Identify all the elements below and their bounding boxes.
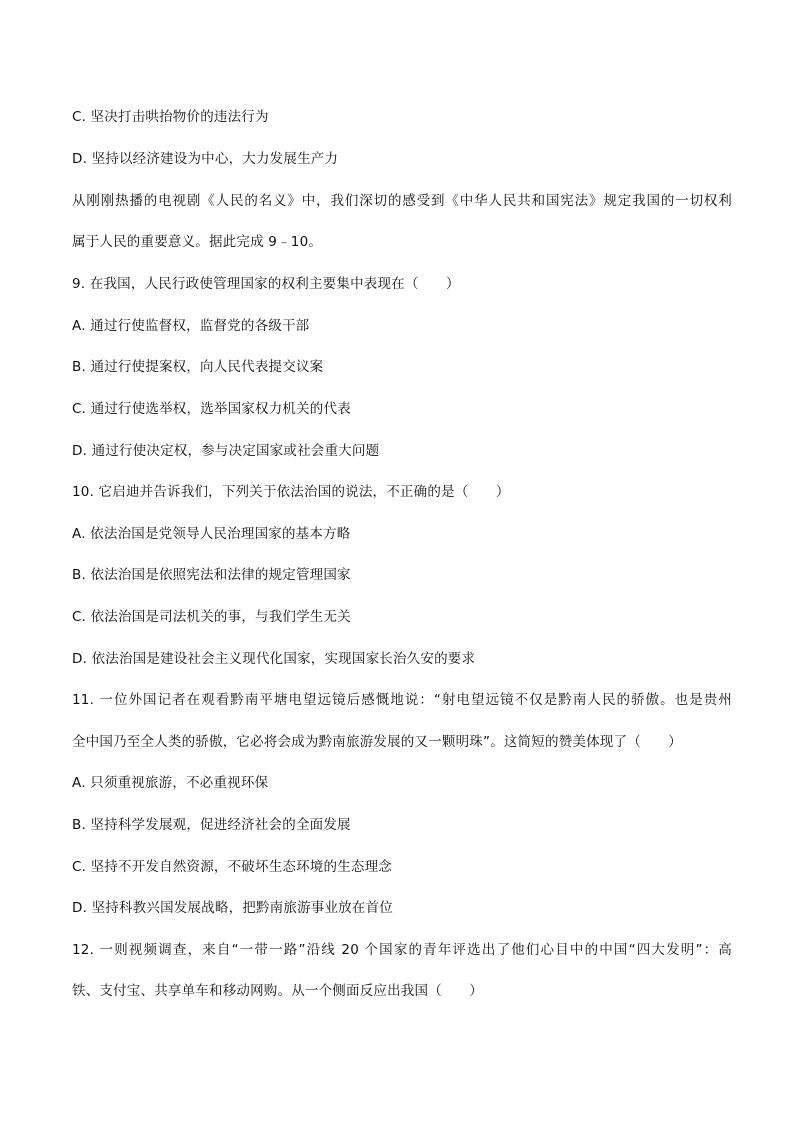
option-a-q11: A. 只须重视旅游，不必重视环保 xyxy=(72,775,269,791)
question-10: 10. 它启迪并告诉我们，下列关于依法治国的说法，不正确的是（ ） xyxy=(72,484,510,500)
question-9: 9. 在我国，人民行政使管理国家的权利主要集中表现在（ ） xyxy=(72,276,460,292)
passage-line-1: 从刚刚热播的电视剧《人民的名义》中，我们深切的感受到《中华人民共和国宪法》规定我国的一切权利 xyxy=(72,193,732,209)
option-a-q9: A. 通过行使监督权，监督党的各级干部 xyxy=(72,318,310,334)
option-c-q8: C. 坚决打击哄抬物价的违法行为 xyxy=(72,109,269,125)
question-11-line-1: 11. 一位外国记者在观看黔南平塘电望远镜后感慨地说：“射电望远镜不仅是黔南人民的骄傲。也是贵州 xyxy=(72,692,732,708)
passage-line-2: 属于人民的重要意义。据此完成 9﹣10。 xyxy=(72,234,323,250)
option-b-q10: B. 依法治国是依照宪法和法律的规定管理国家 xyxy=(72,567,351,583)
question-12-line-2: 铁、支付宝、共享单车和移动网购。从一个侧面反应出我国（ ） xyxy=(72,983,483,999)
option-c-q10: C. 依法治国是司法机关的事，与我们学生无关 xyxy=(72,609,351,625)
question-11-line-2: 全中国乃至全人类的骄傲，它必将会成为黔南旅游发展的又一颗明珠”。这简短的赞美体现了（ ） xyxy=(72,734,682,750)
option-c-q11: C. 坚持不开发自然资源，不破坏生态环境的生态理念 xyxy=(72,859,393,875)
option-d-q10: D. 依法治国是建设社会主义现代化国家，实现国家长治久安的要求 xyxy=(72,651,476,667)
option-d-q11: D. 坚持科教兴国发展战略，把黔南旅游事业放在首位 xyxy=(72,900,393,916)
option-a-q10: A. 依法治国是党领导人民治理国家的基本方略 xyxy=(72,526,351,542)
option-c-q9: C. 通过行使选举权，选举国家权力机关的代表 xyxy=(72,401,351,417)
option-b-q11: B. 坚持科学发展观，促进经济社会的全面发展 xyxy=(72,817,351,833)
question-12-line-1: 12. 一则视频调查，来自“一带一路”沿线 20 个国家的青年评选出了他们心目中的中国“四大发明”：高 xyxy=(72,942,732,958)
option-b-q9: B. 通过行使提案权，向人民代表提交议案 xyxy=(72,359,324,375)
option-d-q8: D. 坚持以经济建设为中心，大力发展生产力 xyxy=(72,151,339,167)
option-d-q9: D. 通过行使决定权，参与决定国家或社会重大问题 xyxy=(72,443,380,459)
